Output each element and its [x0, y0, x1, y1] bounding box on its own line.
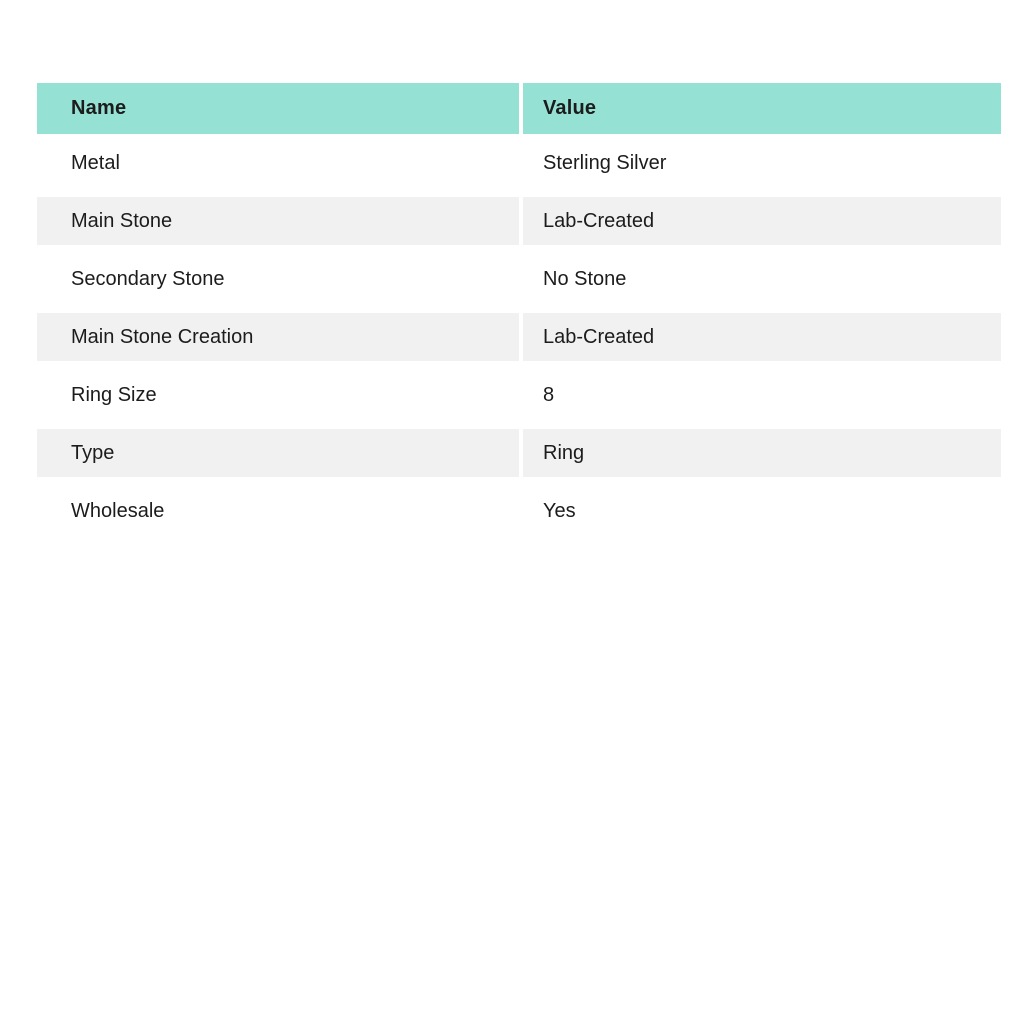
- table-row: [37, 308, 1001, 366]
- column-header-name: Name: [37, 83, 523, 134]
- row-name-cell: Ring Size: [37, 366, 523, 424]
- row-name-cell: Wholesale: [37, 482, 523, 540]
- table-header-row: [37, 83, 1001, 134]
- row-value-cell: Ring: [523, 424, 1001, 482]
- table-row: [37, 192, 1001, 250]
- row-value-cell: No Stone: [543, 267, 627, 290]
- row-value-cell: 8: [543, 383, 555, 406]
- row-value-cell: Sterling Silver: [543, 151, 667, 174]
- table-row: [37, 366, 1001, 424]
- row-name-cell: Metal: [37, 134, 523, 192]
- column-header-value: Value: [523, 83, 1001, 134]
- row-name-cell: Type: [37, 424, 523, 482]
- row-value-cell: Lab-Created: [523, 308, 1001, 366]
- item-specifics-table: [37, 83, 1001, 540]
- row-value-cell: Yes: [543, 499, 576, 522]
- row-name-cell: Secondary Stone: [37, 250, 523, 308]
- table-row: [37, 134, 1001, 192]
- row-name-cell: Main Stone Creation: [37, 308, 523, 366]
- table-row: [37, 424, 1001, 482]
- table-row: [37, 482, 1001, 540]
- table-body: [37, 134, 1001, 540]
- row-value-cell: Lab-Created: [523, 192, 1001, 250]
- table-row: [37, 250, 1001, 308]
- row-name-cell: Main Stone: [37, 192, 523, 250]
